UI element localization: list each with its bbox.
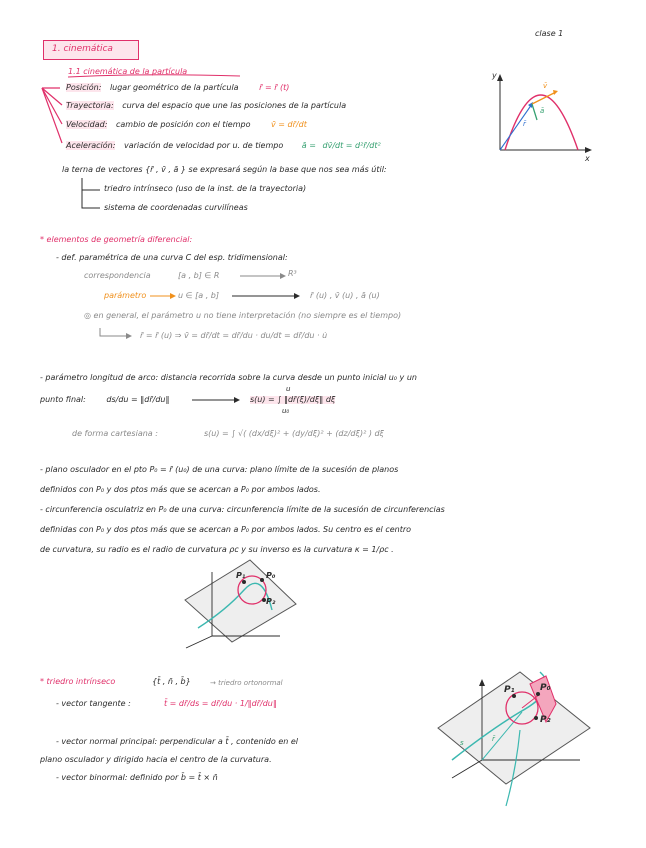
vector-sentence: la terna de vectores {r̄ , v̄ , ā } se expresará según la base que nos sea más útil: — [62, 165, 387, 174]
diagram2-p1: P₁ — [236, 571, 246, 580]
basis-intrinsic: triedro intrínseco (uso de la inst. de la trayectoria) — [104, 184, 307, 193]
formula-position: r̄ = r̄ (t) — [259, 83, 290, 92]
arc-length-line1: - parámetro longitud de arco: distancia recorrida sobre la curva desde un punto inicial u₀ y un — [40, 373, 417, 382]
interval-label: [a , b] ∈ R — [178, 271, 220, 280]
diagram2-p0: P₀ — [266, 571, 276, 580]
diagram1-x-label: x — [585, 154, 590, 163]
cartesian-formula: s(u) = ∫ √( (dx/dξ)² + (dy/dξ)² + (dz/dξ)² ) dξ — [204, 429, 385, 438]
diagram1-y-label: y — [492, 71, 497, 80]
class-label: clase 1 — [535, 29, 564, 38]
basis-curvilinear: sistema de coordenadas curvilíneas — [104, 203, 248, 212]
arc-length-final-point: punto final: — [40, 395, 86, 404]
chain-rule: r̄ = r̄ (u) ⇒ v̄ = dr̄/dt = dr̄/du · du/dt = dr̄/du · u̇ — [140, 331, 328, 340]
term-position: Posición: — [66, 83, 102, 92]
normal-line1: - vector normal principal: perpendicular a t̄ , contenido en el — [56, 737, 298, 746]
diagram3-r: r̄ — [492, 735, 495, 743]
subsection-title: 1.1 cinemática de la partícula — [68, 67, 188, 76]
diagram3-s: s — [460, 739, 464, 747]
triedro-point-p2 — [534, 716, 538, 720]
elements-title: * elementos de geometría diferencial: — [40, 235, 193, 244]
triedro-basis: {t̄ , n̄ , b̄} — [152, 677, 191, 686]
triedro-title: * triedro intrínseco — [40, 677, 116, 686]
osc-circle-line3: de curvatura, su radio es el radio de curvatura ρc y su inverso es la curvatura κ = 1/ρc . — [40, 545, 394, 554]
term-trajectory: Trayectoria: — [66, 101, 114, 110]
term-velocity: Velocidad: — [66, 120, 108, 129]
parameter-label: parámetro — [104, 291, 147, 300]
integral-upper-limit: u — [286, 385, 291, 393]
binormal-line: - vector binormal: definido por b̄ = t̄ × n̄ — [56, 773, 218, 782]
param-note-text: en general, el parámetro u no tiene interpretación (no siempre es el tiempo) — [93, 311, 402, 320]
osc-circle-line1: - circunferencia osculatriz en P₀ de una curva: circunferencia límite de la sucesión de circunferencias — [40, 505, 445, 514]
u-in-interval: u ∈ [a , b] — [178, 291, 219, 300]
arc-length-integral: s(u) = ∫ ‖dr̄(ξ)/dξ‖ dξ — [250, 395, 336, 404]
diagram3-p2: P₂ — [540, 715, 551, 725]
text-trajectory: curva del espacio que une las posiciones de la partícula — [122, 101, 347, 110]
formula-acceleration: dv̄/dt = d²r̄/dt² — [322, 141, 381, 150]
diagram3-p0: P₀ — [540, 683, 551, 693]
osc-plane-line1: - plano osculador en el pto P₀ = r̄ (u₀) de una curva: plano límite de la sucesión de planos — [40, 465, 399, 474]
text-velocity: cambio de posición con el tiempo — [115, 120, 251, 129]
diagram2-p2: P₂ — [266, 597, 276, 606]
note-bullet-icon: ◎ — [84, 311, 94, 320]
diagram1-a-label: ā — [540, 107, 545, 115]
triedro-basis-note: → triedro ortonormal — [210, 679, 283, 687]
correspondence-label: correspondencia — [84, 271, 151, 280]
integral-lower-limit: u₀ — [282, 407, 290, 415]
r3-label: R³ — [288, 269, 297, 278]
osc-plane-line2: definidos con P₀ y dos ptos más que se acercan a P₀ por ambos lados. — [40, 485, 321, 494]
formula-acceleration-prefix: ā = — [301, 141, 316, 150]
term-acceleration: Aceleración: — [66, 141, 116, 150]
normal-line2: plano osculador y dirigido hacia el centro de la curvatura. — [40, 755, 272, 764]
formula-velocity: v̄ = dr̄/dt — [271, 120, 307, 129]
tangent-label: - vector tangente : — [56, 699, 131, 708]
arc-length-ds-du: ds/du = ‖dr̄/du‖ — [106, 395, 170, 404]
tangent-formula: t̄ = dr̄/ds = dr̄/du · 1/‖dr̄/du‖ — [164, 699, 277, 708]
images-label: r̄ (u) , v̄ (u) , ā (u) — [310, 291, 380, 300]
osc-circle-line2: definidas con P₀ y dos ptos más que se acercan a P₀ por ambos lados. Su centro es el centro — [40, 525, 412, 534]
section-title: 1. cinemática — [52, 44, 113, 54]
diagram3-p1: P₁ — [504, 685, 515, 695]
diagram1-v-label: v̄ — [543, 82, 548, 90]
text-acceleration: variación de velocidad por u. de tiempo — [123, 141, 284, 150]
param-curve-heading: - def. paramétrica de una curva C del esp. tridimensional: — [56, 253, 288, 262]
cartesian-label: de forma cartesiana : — [72, 429, 158, 438]
diagram1-r-label: r̄ — [523, 120, 526, 128]
text-position: lugar geométrico de la partícula — [109, 83, 239, 92]
